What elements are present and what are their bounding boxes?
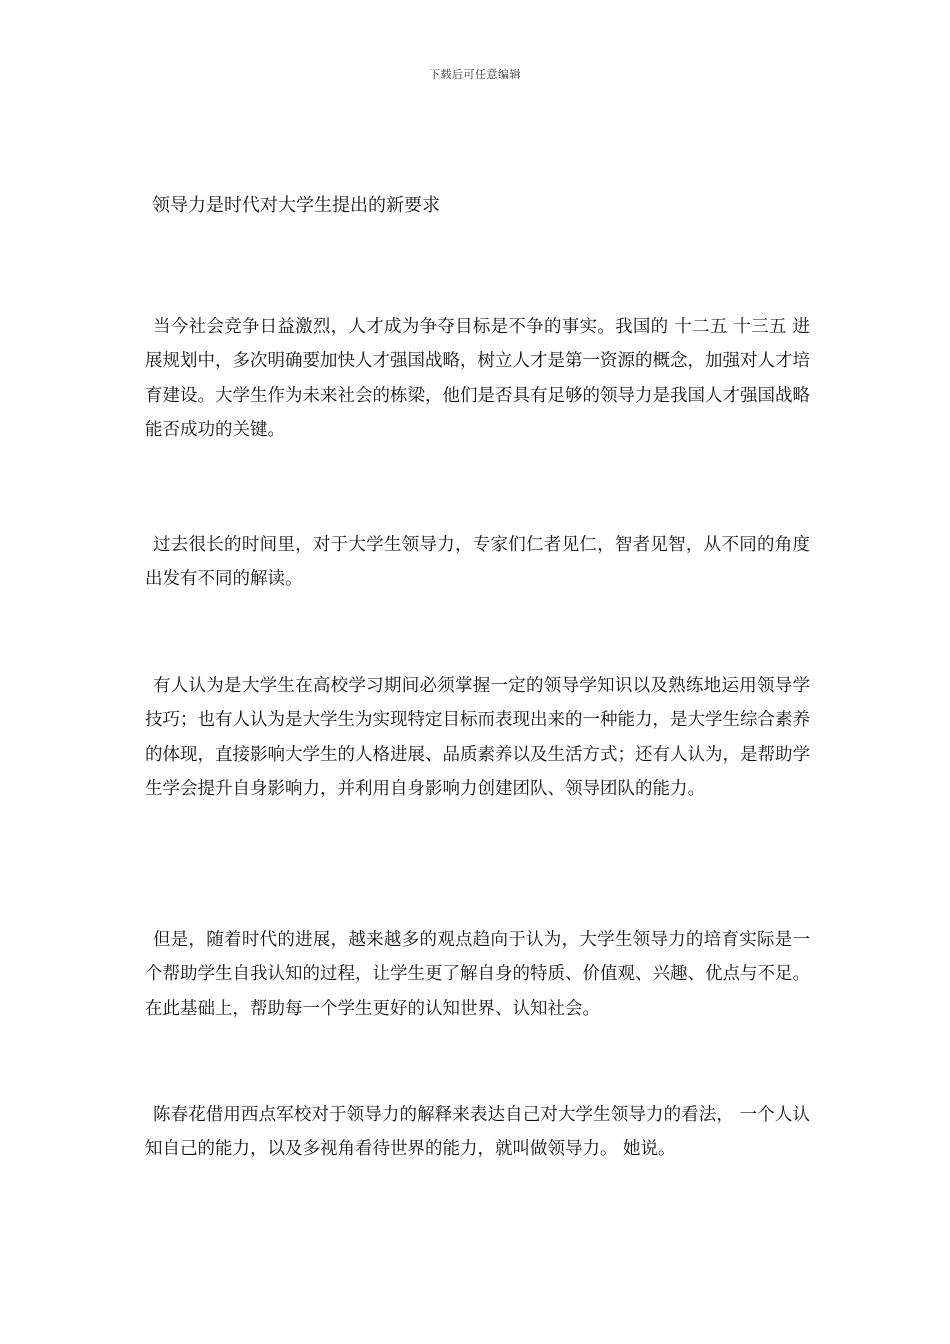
paragraph-3: 有人认为是大学生在高校学习期间必须掌握一定的领导学知识以及熟练地运用领导学技巧；也有人认为是大学生为实现特定目标而表现出来的一种能力，是大学生综合素养的体现，直接影响大学生的人格进展、品质素养以及生活方式；还有人认为，是帮助学生学会提升自身影响力，并利用自身影响力创建团队、领导团队的能力。	[145, 675, 810, 799]
paragraph-1: 当今社会竞争日益激烈，人才成为争夺目标是不争的事实。我国的 十二五 十三五 进展规划中，多次明确要加快人才强国战略，树立人才是第一资源的概念，加强对人才培育建设。大学生作为未来社会的栋梁，他们是否具有足够的领导力是我国人才强国战略能否成功的关键。	[145, 316, 810, 440]
paragraph-5: 陈春花借用西点军校对于领导力的解释来表达自己对大学生领导力的看法， 一个人认知自己的能力，以及多视角看待世界的能力，就叫做领导力。 她说。	[145, 1104, 810, 1159]
paragraph-4: 但是，随着时代的进展，越来越多的观点趋向于认为，大学生领导力的培育实际是一个帮助学生自我认知的过程，让学生更了解自身的特质、价值观、兴趣、优点与不足。在此基础上，帮助每一个学生更好的认知世界、认知社会。	[145, 929, 810, 1019]
article-title: 领导力是时代对大学生提出的新要求	[152, 195, 440, 216]
page-header: 下载后可任意编辑	[429, 68, 521, 81]
paragraph-2: 过去很长的时间里，对于大学生领导力，专家们仁者见仁，智者见智，从不同的角度出发有不同的解读。	[145, 534, 810, 589]
